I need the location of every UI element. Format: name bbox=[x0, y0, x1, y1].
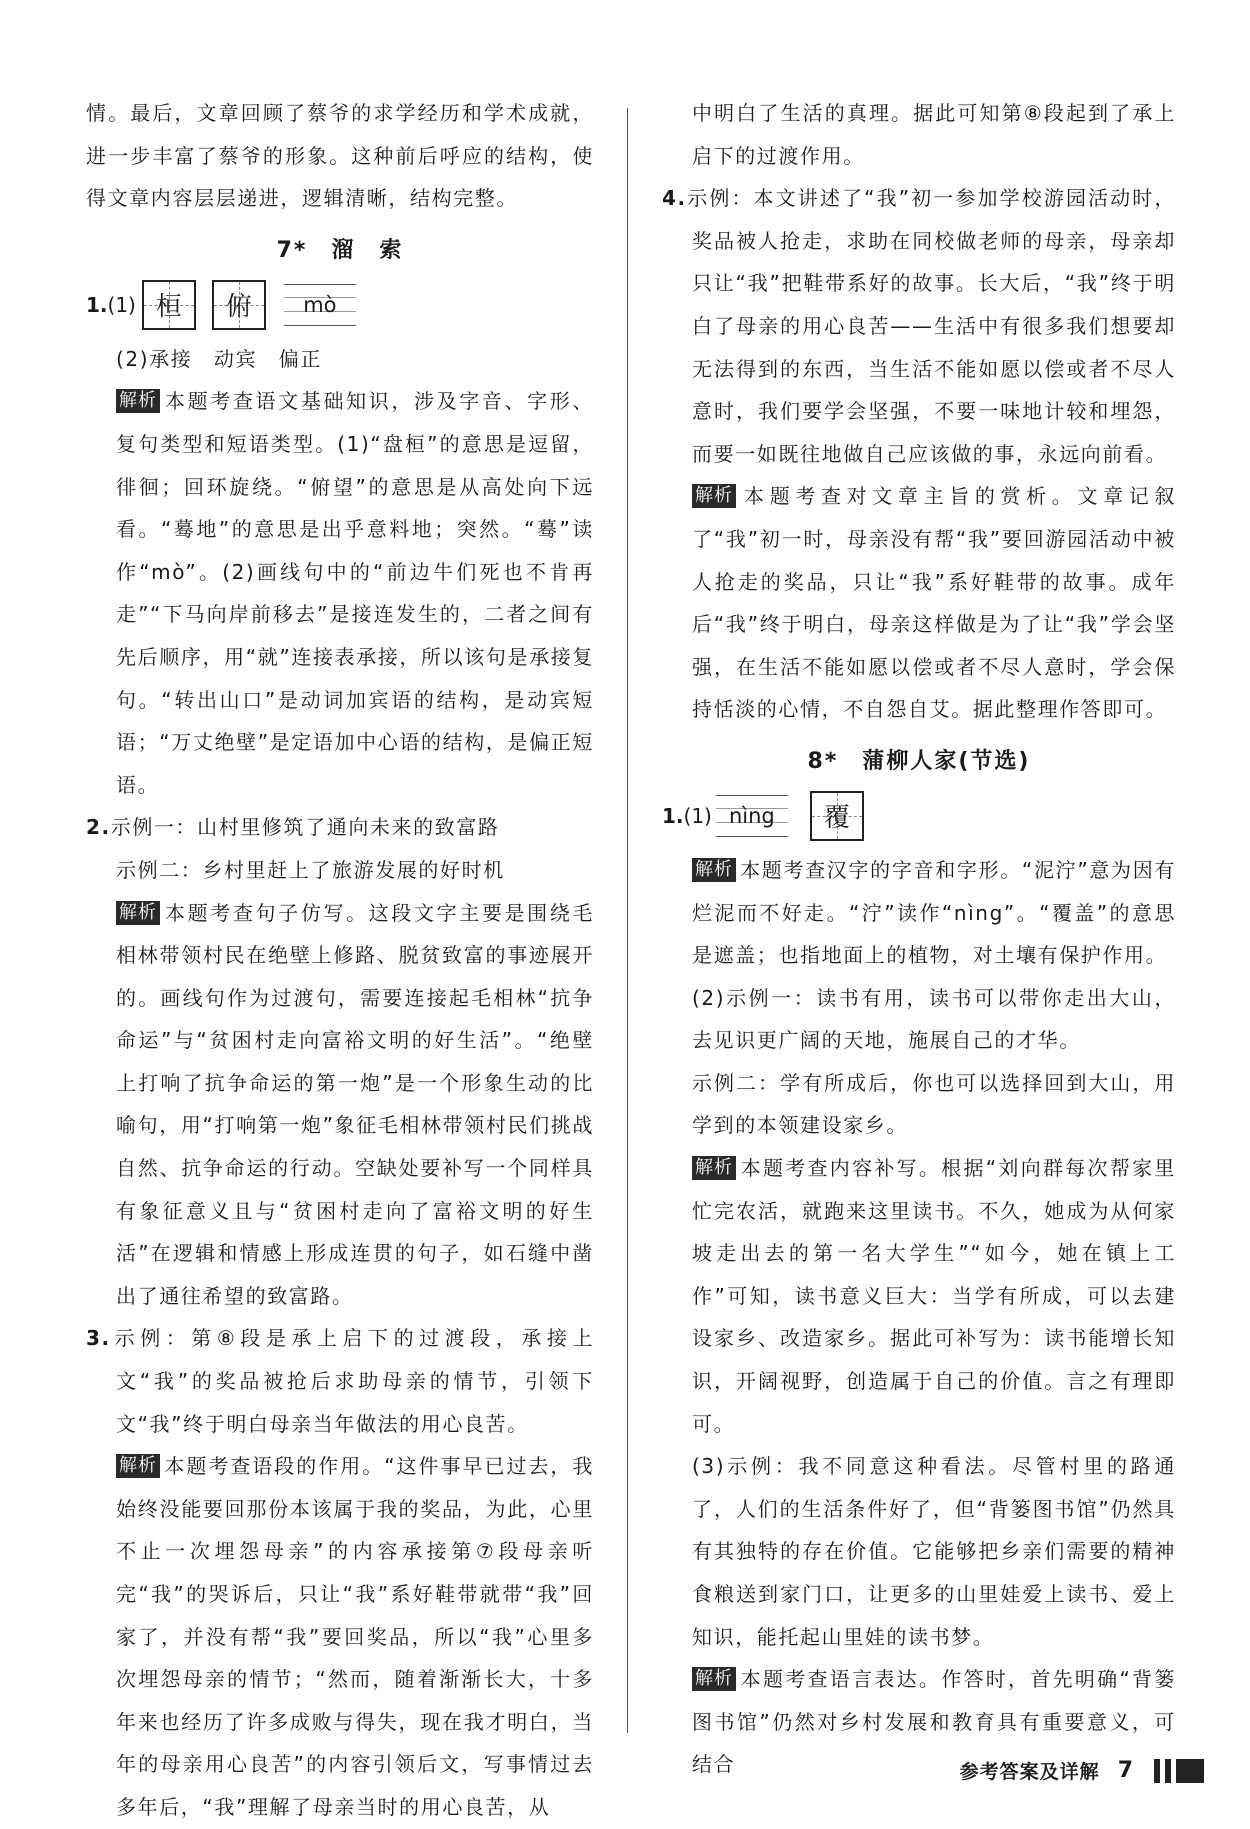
q1-number: 1. bbox=[86, 292, 108, 317]
s8-q1-answer-row bbox=[662, 783, 1176, 849]
tian-zi-box-1: 桓 bbox=[142, 280, 196, 330]
s8-q1-part3: (3)示例：我不同意这种看法。尽管村里的路通了，人们的生活条件好了，但“背篓图书馆”仍然具有其独特的存在价值。它能够把乡亲们需要的精神食粮送到家门口，让更多的山里娃爱上读书、爱上知识，能托起山里娃的读书梦。 bbox=[692, 1454, 1176, 1649]
tian-zi-box-2: 俯 bbox=[212, 280, 266, 330]
analysis-tag: 解析 bbox=[692, 1667, 736, 1691]
analysis-tag: 解析 bbox=[692, 858, 736, 882]
s8-q1-analysis3: 解析 本题考查语言表达。作答时，首先明确“背篓图书馆”仍然对乡村发展和教育具有重要意义，可结合 bbox=[692, 1667, 1176, 1777]
s8-q1-number: 1. bbox=[662, 803, 684, 828]
s8-q1-part2-ex2: 示例二：学有所成后，你也可以选择回到大山，用学到的本领建设家乡。 bbox=[692, 1070, 1176, 1138]
column-divider bbox=[627, 108, 628, 1733]
q4-analysis: 解析 本题考查对文章主旨的赏析。文章记叙了“我”初一时，母亲没有帮“我”要回游园活动中被人抢走的奖品，只让“我”系好鞋带的故事。成年后“我”终于明白，母亲这样做是为了让“我”学会坚强，在生活不能如愿以偿或者不尽人意时，学会保持恬淡的心情，不自怨自艾。据此整理作答即可。 bbox=[692, 484, 1176, 722]
section-7-title: 7* 溜 索 bbox=[276, 237, 404, 263]
q3-answer: 3.示例：第⑧段是承上启下的过渡段，承接上文“我”的奖品被抢后求助母亲的情节，引领下文“我”终于明白母亲当年做法的用心良苦。 bbox=[86, 1326, 594, 1436]
q1-part2-answer: (2)承接 动宾 偏正 bbox=[116, 346, 322, 371]
q2-answer-ex2: 示例二：乡村里赶上了旅游发展的好时机 bbox=[116, 857, 505, 882]
q1-analysis: 解析 本题考查语文基础知识，涉及字音、字形、复句类型和短语类型。(1)“盘桓”的意思是逗留，徘徊；回环旋绕。“俯望”的意思是从高处向下远看。“蓦地”的意思是出乎意料地；突然。“蓦”读作“mò”。(2)画线句中的“前边牛们死也不肯再走”“下马向岸前移去”是接连发生的，二者之间有先后顺序，用“就”连接表承接，所以该句是承接复句。“转出山口”是动词加宾语的结构，是动宾短语；“万丈绝壁”是定语加中心语的结构，是偏正短语。 bbox=[116, 389, 594, 797]
continued-paragraph: 中明白了生活的真理。据此可知第⑧段起到了承上启下的过渡作用。 bbox=[692, 101, 1176, 168]
q2-analysis: 解析 本题考查句子仿写。这段文字主要是围绕毛相林带领村民在绝壁上修路、脱贫致富的事迹展开的。画线句作为过渡句，需要连接起毛相林“抗争命运”与“贫困村走向富裕文明的好生活”。“绝壁上打响了抗争命运的第一炮”是一个形象生动的比喻句，用“打响第一炮”象征毛相林带领村民们挑战自然、抗争命运的行动。空缺处要补写一个同样具有象征意义且与“贫困村走向了富裕文明的好生活”在逻辑和情感上形成连贯的句子，如石缝中凿出了通往希望的致富路。 bbox=[116, 900, 594, 1308]
footer-label: 参考答案及详解 bbox=[959, 1761, 1100, 1783]
q4-answer: 4.示例：本文讲述了“我”初一参加学校游园活动时，奖品被人抢走，求助在同校做老师的母亲，母亲却只让“我”把鞋带系好的故事。长大后，“我”终于明白了母亲的用心良苦——生活中有很多我们想要却无法得到的东西，当生活不能如愿以偿或者不尽人意时，我们要学会坚强，不要一味地计较和埋怨，而要一如既往地做自己应该做的事，永远向前看。 bbox=[662, 186, 1176, 466]
s8-q1-part1-label: (1) bbox=[683, 803, 712, 828]
analysis-tag: 解析 bbox=[692, 484, 736, 508]
section-8-title: 8* 蒲柳人家(节选) bbox=[807, 748, 1031, 774]
s8-q1-analysis2: 解析 本题考查内容补写。根据“刘向群每次帮家里忙完农活，就跑来这里读书。不久，她成为从何家坡走出去的第一名大学生”“如今，她在镇上工作”可知，读书意义巨大：当学有所成，可以去建设家乡、改造家乡。据此可补写为：读书能增长知识，开阔视野，创造属于自己的价值。言之有理即可。 bbox=[692, 1156, 1176, 1436]
q1-answer-row bbox=[86, 272, 594, 338]
analysis-tag: 解析 bbox=[116, 901, 160, 925]
left-column bbox=[86, 92, 594, 1829]
footer-bars-decoration bbox=[1149, 1759, 1204, 1783]
pinyin-answer-lines: mò bbox=[284, 284, 356, 326]
s8-q1-analysis1: 解析 本题考查汉字的字音和字形。“泥泞”意为因有烂泥而不好走。“泞”读作“nìng”。“覆盖”的意思是遮盖；也指地面上的植物，对土壤有保护作用。 bbox=[692, 857, 1176, 968]
s8-q1-part2-ex1: (2)示例一：读书有用，读书可以带你走出大山，去见识更广阔的天地，施展自己的才华。 bbox=[692, 985, 1176, 1053]
page-number: 7 bbox=[1117, 1758, 1133, 1783]
analysis-tag: 解析 bbox=[692, 1156, 736, 1180]
pinyin-answer-lines: nìng bbox=[716, 795, 788, 837]
q3-analysis: 解析 本题考查语段的作用。“这件事早已过去，我始终没能要回那份本该属于我的奖品，为此，心里不止一次埋怨母亲”的内容承接第⑦段母亲听完“我”的哭诉后，只让“我”系好鞋带就带“我”回家了，并没有帮“我”要回奖品，所以“我”心里多次埋怨母亲的情节；“然而，随着渐渐长大，十多年来也经历了许多成败与得失，现在我才明白，当年的母亲用心良苦”的内容引领后文，写事情过去多年后，“我”理解了母亲当时的用心良苦，从 bbox=[116, 1454, 594, 1819]
q2-answer-ex1: 2.示例一：山村里修筑了通向未来的致富路 bbox=[86, 815, 500, 840]
q1-part1-label: (1) bbox=[107, 292, 136, 317]
page-footer bbox=[960, 1757, 1204, 1784]
right-column bbox=[662, 92, 1176, 1786]
analysis-tag: 解析 bbox=[116, 1454, 160, 1478]
intro-paragraph: 情。最后，文章回顾了蔡爷的求学经历和学术成就，进一步丰富了蔡爷的形象。这种前后呼应的结构，使得文章内容层层递进，逻辑清晰，结构完整。 bbox=[86, 101, 594, 211]
tian-zi-box: 覆 bbox=[810, 791, 864, 841]
analysis-tag: 解析 bbox=[116, 389, 160, 413]
